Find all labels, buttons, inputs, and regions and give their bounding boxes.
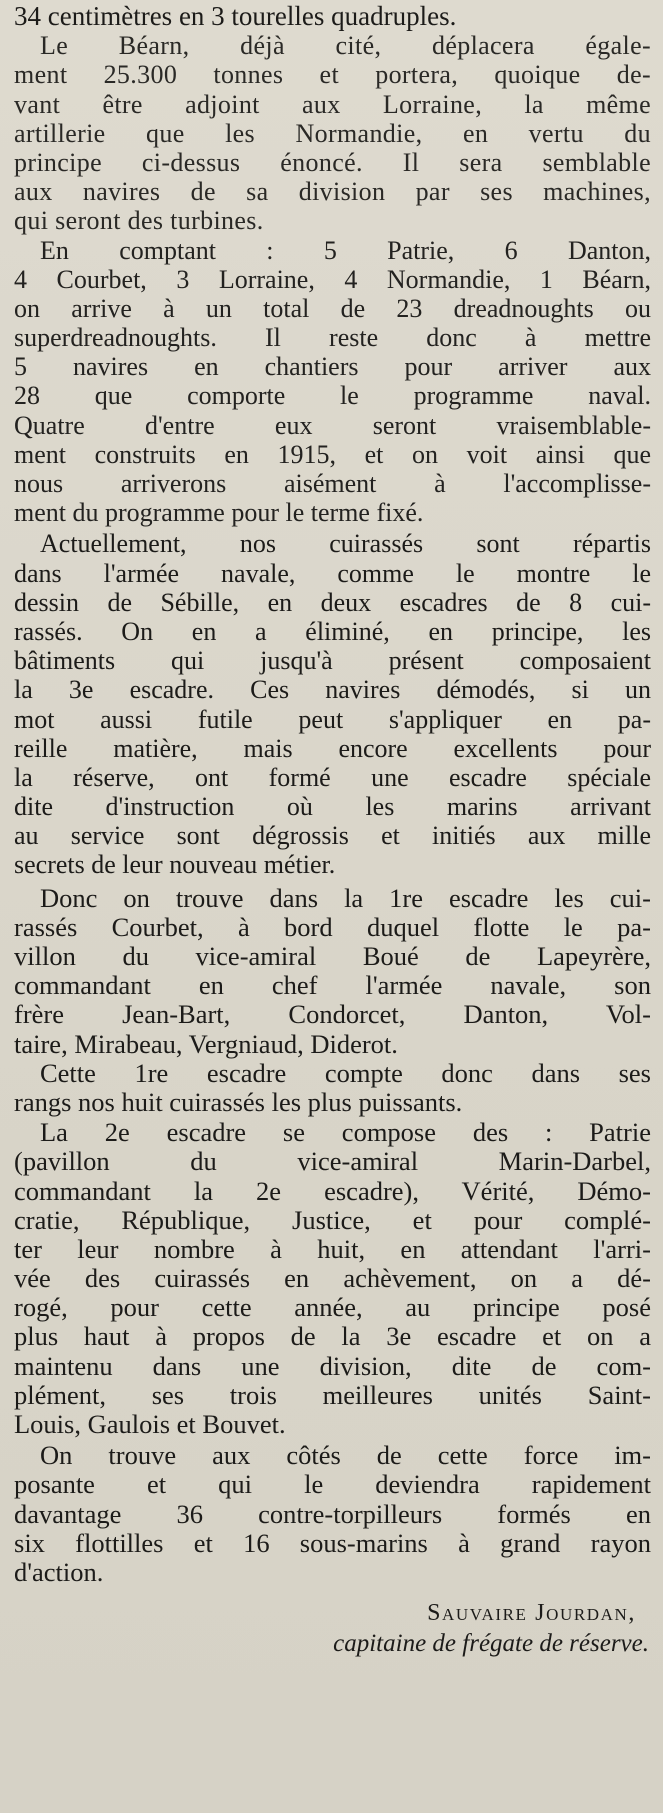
text-line: aux navires de sa division par ses machines, (14, 177, 651, 207)
text-line: Le Béarn, déjà cité, déplacera égale- (40, 31, 651, 61)
text-line: Quatre d'entre eux seront vraisemblable- (14, 410, 651, 440)
text-line: on arrive à un total de 23 dreadnoughts ou (14, 293, 651, 323)
text-line: superdreadnoughts. Il reste donc à mettre (14, 323, 651, 353)
text-line: nous arriverons aisément à l'accomplisse- (14, 469, 651, 498)
text-line: La 2e escadre se compose des : Patrie (40, 1118, 651, 1148)
text-line: taire, Mirabeau, Vergniaud, Diderot. (14, 1029, 398, 1059)
paragraph-bearn (14, 31, 651, 235)
text-line: plus haut à propos de la 3e escadre et on a (14, 1322, 651, 1352)
text-line: rassés. On en a éliminé, en principe, les (14, 616, 651, 646)
text-line: maintenu dans une division, dite de com- (14, 1351, 651, 1381)
article-column (14, 2, 651, 1659)
text-line: vée des cuirassés en achèvement, on a dé- (14, 1264, 651, 1294)
text-line: Louis, Gaulois et Bouvet. (14, 1410, 286, 1439)
text-line: reille matière, mais encore excellents pour (14, 733, 651, 763)
paragraph-premiere-escadre (14, 884, 651, 1059)
text-line: 28 que comporte le programme naval. (14, 381, 651, 411)
paragraph-flottilles (14, 1441, 651, 1587)
text-line: principe ci-dessus énoncé. Il sera semblable (14, 147, 651, 177)
text-line: 34 centimètres en 3 tourelles quadruples. (14, 2, 457, 31)
text-line: la réserve, ont formé une escadre spéciale (14, 762, 651, 792)
text-line: d'action. (14, 1557, 104, 1587)
text-line: On trouve aux côtés de cette force im- (40, 1441, 651, 1471)
text-line: 4 Courbet, 3 Lorraine, 4 Normandie, 1 Béarn, (14, 264, 651, 294)
text-line: vant être adjoint aux Lorraine, la même (14, 89, 651, 119)
text-line: (pavillon du vice-amiral Marin-Darbel, (14, 1147, 651, 1177)
text-line: plément, ses trois meilleures unités Saint- (14, 1380, 651, 1410)
paragraph-total-count (14, 236, 651, 528)
text-line: dans l'armée navale, comme le montre le (14, 558, 651, 588)
text-line: dessin de Sébille, en deux escadres de 8 cui- (14, 587, 651, 617)
text-line: rassés Courbet, à bord duquel flotte le pa- (14, 912, 651, 942)
text-line: bâtiments qui jusqu'à présent composaient (14, 646, 651, 676)
text-line: cratie, République, Justice, et pour complé- (14, 1205, 651, 1235)
text-line: Actuellement, nos cuirassés sont répartis (40, 529, 651, 559)
text-line: commandant en chef l'armée navale, son (14, 971, 651, 1001)
text-line: dite d'instruction où les marins arrivant (14, 792, 651, 822)
text-line: villon du vice-amiral Boué de Lapeyrère, (14, 942, 651, 971)
text-line: davantage 36 contre-torpilleurs formés en (14, 1499, 651, 1529)
text-line: ment construits en 1915, et on voit ainsi que (14, 439, 651, 469)
author-name: Sauvaire Jourdan, (427, 1600, 636, 1627)
text-line: rogé, pour cette année, au principe posé (14, 1293, 651, 1323)
text-line: la 3e escadre. Ces navires démodés, si un (14, 675, 651, 705)
text-line: posante et qui le deviendra rapidement (14, 1470, 651, 1500)
paragraph-armee-navale (14, 529, 651, 879)
text-line: secrets de leur nouveau métier. (14, 850, 336, 880)
paragraph-premiere-escadre-compte (14, 1059, 651, 1117)
text-line: ter leur nombre à huit, en attendant l'arri- (14, 1234, 651, 1264)
text-line: 5 navires en chantiers pour arriver aux (14, 352, 651, 382)
text-line: au service sont dégrossis et initiés aux mille (14, 821, 651, 851)
text-line: artillerie que les Normandie, en vertu du (14, 118, 651, 148)
text-line: Donc on trouve dans la 1re escadre les cui- (40, 883, 651, 913)
text-line: ment du programme pour le terme fixé. (14, 498, 424, 528)
paragraph-deuxieme-escadre (14, 1118, 651, 1439)
signature-block (14, 1597, 651, 1659)
text-line: Cette 1re escadre compte donc dans ses (40, 1058, 651, 1088)
text-line: commandant la 2e escadre), Vérité, Démo- (14, 1176, 651, 1206)
text-line: rangs nos huit cuirassés les plus puissants. (14, 1087, 463, 1117)
text-line: mot aussi futile peut s'appliquer en pa- (14, 704, 651, 734)
text-line: ment 25.300 tonnes et portera, quoique de- (14, 60, 651, 90)
text-line: six flottilles et 16 sous-marins à grand rayon (14, 1528, 651, 1558)
text-line: frère Jean-Bart, Condorcet, Danton, Vol- (14, 1000, 651, 1030)
author-title: capitaine de frégate de réserve. (333, 1630, 649, 1658)
paragraph-continuation (14, 2, 651, 31)
text-line: En comptant : 5 Patrie, 6 Danton, (40, 235, 651, 265)
text-line: qui seront des turbines. (14, 206, 264, 236)
